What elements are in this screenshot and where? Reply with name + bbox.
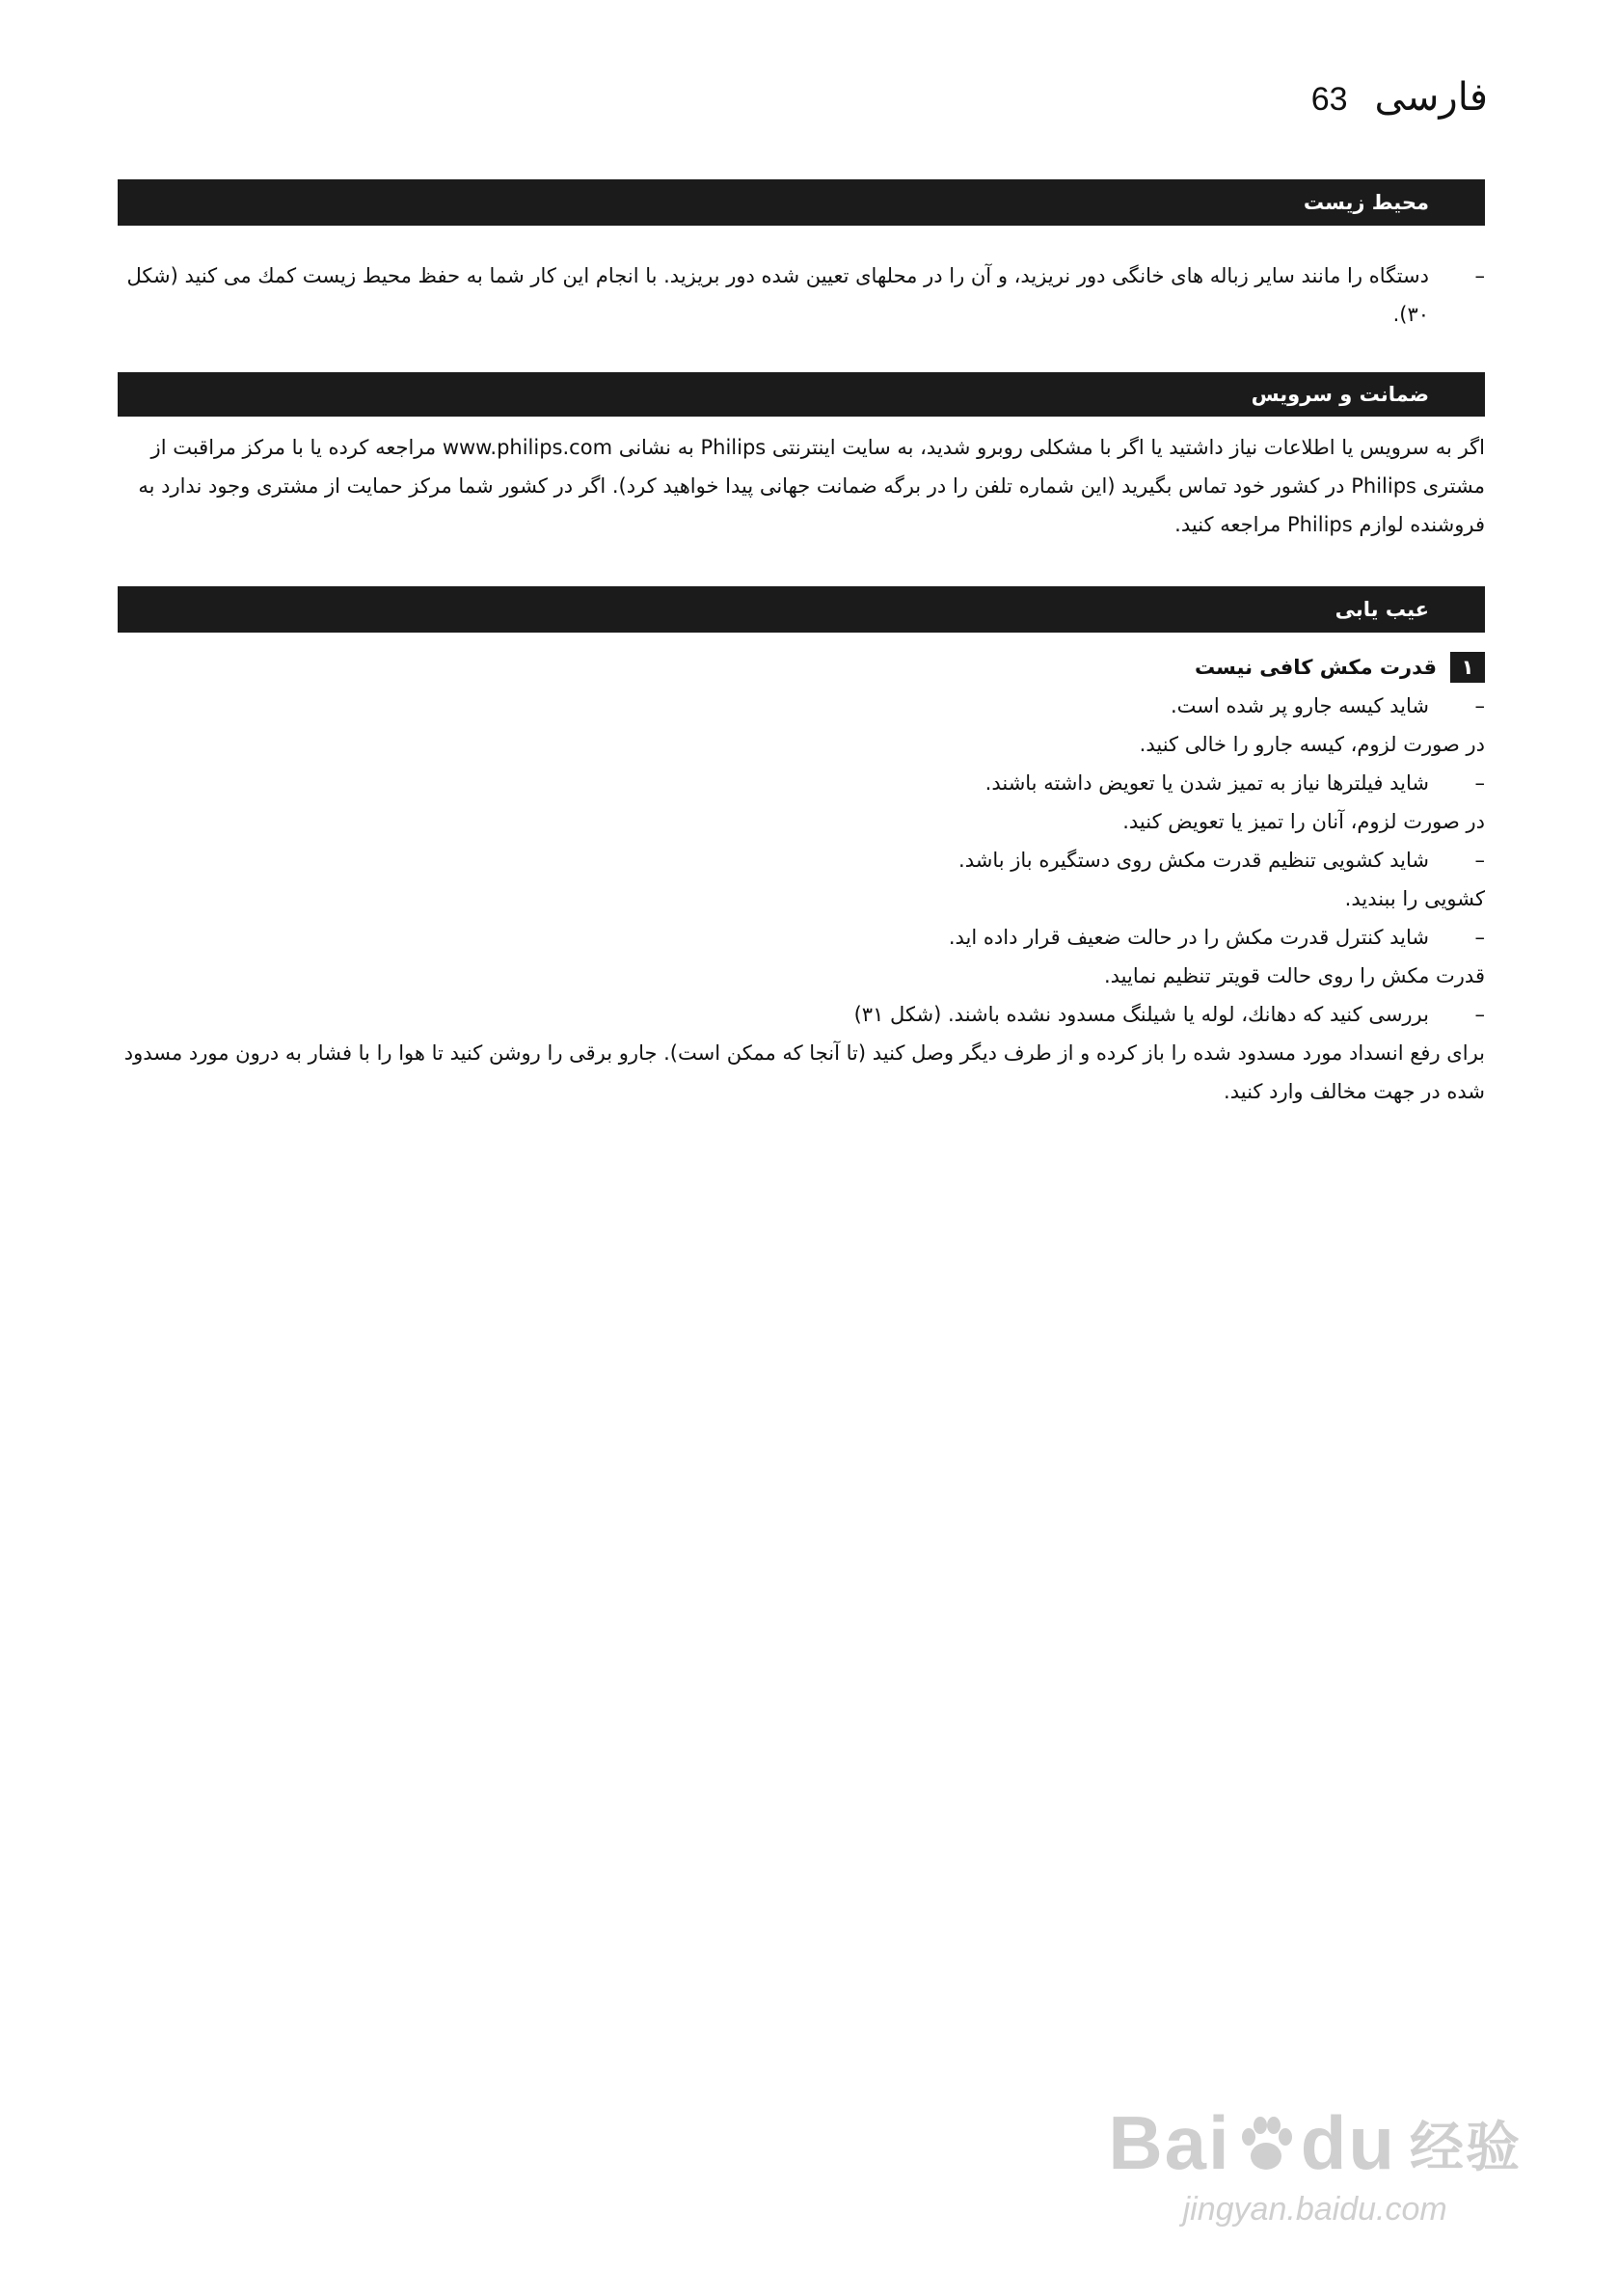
line-text: شاید كیسه جارو پر شده است. xyxy=(1170,694,1429,717)
list-item xyxy=(118,918,1485,957)
line-text: شاید فیلترها نیاز به تمیز شدن یا تعویض داشته باشند. xyxy=(984,771,1429,795)
watermark-brand-left: Bai xyxy=(1108,2100,1231,2185)
guarantee-paragraph: اگر به سرویس یا اطلاعات نیاز داشتید یا اگر با مشكلی روبرو شدید، به سایت اینترنتی Philips به نشانی www.philips.com مراجعه كرده یا با مركز مراقبت از مشتری Philips در كشور خود تماس بگیرید (این شماره تلفن را در برگه ضمانت جهانی پیدا خواهید كرد). اگر در كشور شما مركز حمایت از مشتری وجود ندارد به فروشنده لوازم Philips مراجعه كنید. xyxy=(138,436,1485,536)
line-text: كشویی را ببندید. xyxy=(1344,887,1485,910)
watermark-brand-cn: 经验 xyxy=(1410,2116,1522,2177)
step-title: قدرت مكش كافی نیست xyxy=(1194,656,1437,679)
list-item xyxy=(118,257,1485,334)
step-number-badge: ۱ xyxy=(1450,652,1485,683)
line-text: بررسی كنید كه دهانك، لوله یا شیلنگ مسدود نشده باشند. (شكل ۳۱) xyxy=(853,1003,1429,1026)
list-item xyxy=(118,687,1485,725)
section-header-guarantee xyxy=(118,372,1485,417)
section-title: عیب یابی xyxy=(1335,598,1429,621)
page-header xyxy=(1311,75,1488,120)
instruction-line xyxy=(118,879,1485,918)
dash-marker: – xyxy=(1474,694,1485,717)
list-item xyxy=(118,995,1485,1034)
section-header-environment xyxy=(118,179,1485,226)
page-language: فارسی xyxy=(1374,75,1488,120)
list-item-text: دستگاه را مانند سایر زباله های خانگی دور نریزید، و آن را در محلهای تعیین شده دور بریزید. با انجام این کار شما به حفظ محیط زیست کمك می کنید (شكل ۳۰). xyxy=(126,264,1429,326)
line-text: شاید كشویی تنظیم قدرت مكش روی دستگیره باز باشد. xyxy=(958,849,1429,872)
dash-marker: – xyxy=(1474,926,1485,949)
guarantee-body xyxy=(118,428,1485,544)
step-heading xyxy=(118,648,1485,687)
section-title: محیط زیست xyxy=(1303,191,1429,214)
watermark xyxy=(1108,2099,1522,2228)
page-number: 63 xyxy=(1310,81,1348,118)
watermark-brand-right: du xyxy=(1300,2100,1396,2185)
watermark-logo xyxy=(1108,2099,1522,2187)
instruction-line xyxy=(118,957,1485,995)
paw-icon xyxy=(1237,2112,1295,2175)
troubleshooting-body xyxy=(118,648,1485,1111)
dash-marker: – xyxy=(1474,1003,1485,1026)
list-item xyxy=(118,841,1485,879)
list-item xyxy=(118,764,1485,802)
line-text: در صورت لزوم، كیسه جارو را خالی كنید. xyxy=(1139,733,1485,756)
troubleshooting-lines xyxy=(118,687,1485,1111)
dash-marker: – xyxy=(1474,264,1485,287)
watermark-url: jingyan.baidu.com xyxy=(1182,2191,1447,2228)
environment-body xyxy=(118,257,1485,334)
line-text: در صورت لزوم، آنان را تمیز یا تعویض كنید. xyxy=(1122,810,1485,833)
dash-marker: – xyxy=(1474,849,1485,872)
instruction-line xyxy=(118,1034,1485,1111)
line-text: قدرت مكش را روی حالت قویتر تنظیم نمایید. xyxy=(1103,964,1485,987)
dash-marker: – xyxy=(1474,771,1485,795)
section-header-troubleshooting xyxy=(118,586,1485,633)
instruction-line xyxy=(118,725,1485,764)
instruction-line xyxy=(118,802,1485,841)
line-text: برای رفع انسداد مورد مسدود شده را باز كرده و از طرف دیگر وصل كنید (تا آنجا كه ممكن است). جارو برقی را روشن كنید تا هوا را با فشار به درون مورد مسدود شده در جهت مخالف وارد كنید. xyxy=(123,1041,1485,1103)
line-text: شاید كنترل قدرت مكش را در حالت ضعیف قرار داده اید. xyxy=(948,926,1429,949)
section-title: ضمانت و سرویس xyxy=(1251,383,1429,406)
